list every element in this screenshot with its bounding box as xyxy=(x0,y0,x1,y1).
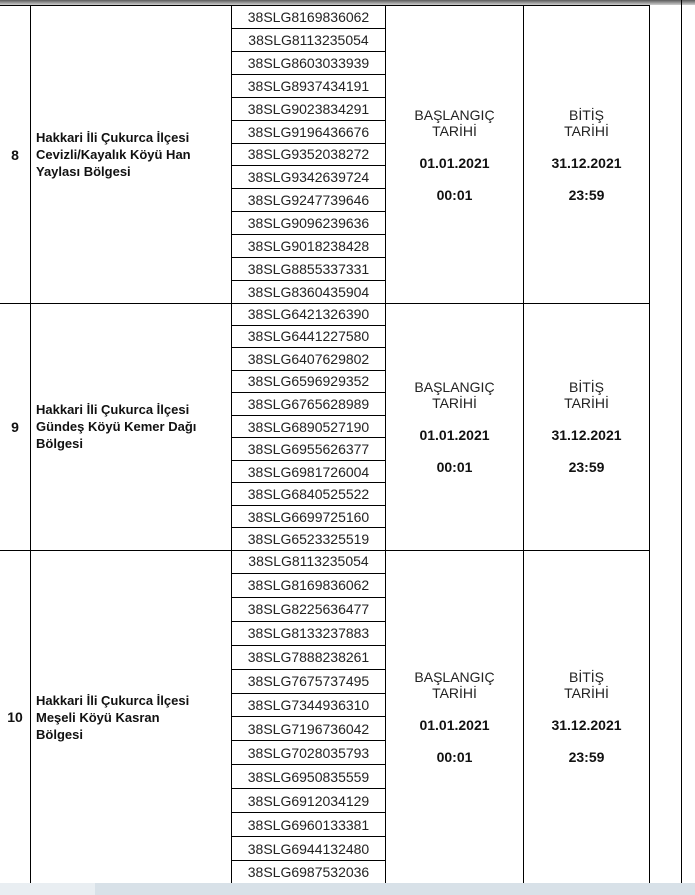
coordinate-code: 38SLG8113235054 xyxy=(232,29,385,52)
table-row xyxy=(0,303,650,551)
start-label: BAŞLANGIÇ xyxy=(414,378,495,395)
coordinate-code: 38SLG6840525522 xyxy=(232,483,385,506)
coordinate-code: 38SLG7888238261 xyxy=(232,646,385,670)
coordinate-code: 38SLG8855337331 xyxy=(232,258,385,281)
end-time: 23:59 xyxy=(568,749,605,765)
coordinate-code: 38SLG6944132480 xyxy=(232,837,385,861)
coordinate-code: 38SLG9247739646 xyxy=(232,189,385,212)
coordinate-code: 38SLG8169836062 xyxy=(232,6,385,29)
end-date-cell xyxy=(524,550,650,884)
start-date: 01.01.2021 xyxy=(419,717,490,733)
coordinate-code: 38SLG7196736042 xyxy=(232,717,385,741)
coordinate-code: 38SLG6912034129 xyxy=(232,789,385,813)
row-number: 9 xyxy=(0,303,31,550)
end-date: 31.12.2021 xyxy=(551,426,622,443)
end-time: 23:59 xyxy=(568,458,605,475)
region-name xyxy=(31,6,232,303)
coordinate-code: 38SLG9018238428 xyxy=(232,235,385,258)
region-name xyxy=(31,550,232,884)
region-name-line: Meşeli Köyü Kasran xyxy=(36,709,160,725)
coordinate-code: 38SLG8133237883 xyxy=(232,622,385,646)
start-date: 01.01.2021 xyxy=(419,426,490,443)
coordinate-code: 38SLG6407629802 xyxy=(232,348,385,371)
end-time: 23:59 xyxy=(568,186,605,203)
coordinate-code: 38SLG6950835559 xyxy=(232,765,385,789)
region-name-line: Bölgesi xyxy=(36,436,83,451)
coordinate-code: 38SLG6890527190 xyxy=(232,416,385,439)
page-edge-line xyxy=(681,0,682,883)
viewer-bottom-bar xyxy=(0,883,695,895)
coordinate-code: 38SLG8169836062 xyxy=(232,574,385,598)
coordinate-code: 38SLG8113235054 xyxy=(232,550,385,574)
coordinate-code: 38SLG9023834291 xyxy=(232,98,385,121)
start-time: 00:01 xyxy=(436,458,473,475)
region-name-line: Hakkari İli Çukurca İlçesi xyxy=(36,402,190,417)
table-row xyxy=(0,550,650,884)
region-name-line: Cevizli/Kayalık Köyü Han xyxy=(36,147,191,162)
coordinate-code: 38SLG6441227580 xyxy=(232,326,385,349)
start-date: 01.01.2021 xyxy=(419,154,490,171)
end-label: BİTİŞ xyxy=(568,106,604,123)
end-date: 31.12.2021 xyxy=(551,154,622,171)
start-label: BAŞLANGIÇ xyxy=(414,669,495,685)
coordinate-code: 38SLG6981726004 xyxy=(232,461,385,484)
coordinate-list xyxy=(232,6,386,303)
coordinate-code: 38SLG6987532036 xyxy=(247,864,370,881)
region-name-line: Hakkari İli Çukurca İlçesi xyxy=(36,130,190,145)
region-name-line: Bölgesi xyxy=(36,726,83,742)
coordinate-code: 38SLG7028035793 xyxy=(232,741,385,765)
coordinate-list xyxy=(232,303,386,550)
end-label-2: TARİHİ xyxy=(564,394,609,411)
coordinate-code: 38SLG6596929352 xyxy=(232,371,385,394)
coordinate-code: 38SLG7344936310 xyxy=(232,694,385,718)
coordinate-code: 38SLG9196436676 xyxy=(232,121,385,144)
start-time: 00:01 xyxy=(436,749,473,765)
region-name-line: Yaylası Bölgesi xyxy=(36,164,131,179)
coordinate-code: 38SLG9342639724 xyxy=(232,166,385,189)
coordinate-code: 38SLG6955626377 xyxy=(232,438,385,461)
start-label-2: TARİHİ xyxy=(432,685,477,701)
region-name xyxy=(31,303,232,550)
table-row xyxy=(0,5,650,304)
start-date-cell xyxy=(386,6,524,303)
row-number: 10 xyxy=(0,550,31,884)
region-name-line: Hakkari İli Çukurca İlçesi xyxy=(36,692,190,708)
coordinate-code: 38SLG8937434191 xyxy=(232,75,385,98)
start-date-cell xyxy=(386,550,524,884)
start-label-2: TARİHİ xyxy=(432,394,477,411)
start-label-2: TARİHİ xyxy=(432,122,477,139)
end-label: BİTİŞ xyxy=(568,378,604,395)
end-label: BİTİŞ xyxy=(568,669,604,685)
region-name-line: Gündeş Köyü Kemer Dağı xyxy=(36,419,197,434)
coordinate-code: 38SLG6699725160 xyxy=(232,506,385,529)
coordinate-code: 38SLG6765628989 xyxy=(232,393,385,416)
coordinate-code: 38SLG7675737495 xyxy=(232,670,385,694)
coordinate-code: 38SLG6421326390 xyxy=(232,303,385,326)
end-date-cell xyxy=(524,303,650,550)
coordinate-code: 38SLG9352038272 xyxy=(232,144,385,167)
end-label-2: TARİHİ xyxy=(564,685,609,701)
row-number: 8 xyxy=(0,6,31,303)
coordinate-list xyxy=(232,550,386,884)
coordinate-code: 38SLG8225636477 xyxy=(232,598,385,622)
coordinate-code: 38SLG8360435904 xyxy=(247,284,370,301)
coordinate-code: 38SLG6523325519 xyxy=(247,531,370,548)
start-date-cell xyxy=(386,303,524,550)
coordinate-code: 38SLG9096239636 xyxy=(232,212,385,235)
start-label: BAŞLANGIÇ xyxy=(414,106,495,123)
coordinate-code: 38SLG6960133381 xyxy=(232,813,385,837)
end-date: 31.12.2021 xyxy=(551,717,622,733)
coordinate-code: 38SLG8603033939 xyxy=(232,52,385,75)
end-label-2: TARİHİ xyxy=(564,122,609,139)
start-time: 00:01 xyxy=(436,186,473,203)
end-date-cell xyxy=(524,6,650,303)
